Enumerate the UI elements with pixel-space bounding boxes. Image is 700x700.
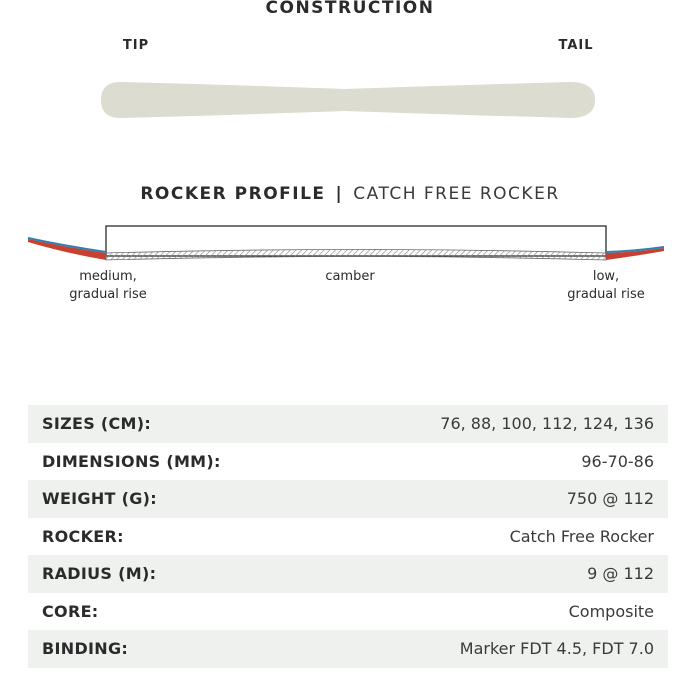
ski-shape-illustration	[95, 70, 605, 130]
camber-base	[106, 250, 606, 261]
ski-shape	[101, 82, 595, 118]
tip-label: TIP	[122, 38, 150, 53]
spec-key: SIZES (CM):	[42, 414, 152, 434]
spec-row-dimensions	[28, 443, 668, 481]
spec-value: 9 @ 112	[587, 564, 654, 584]
tail-rise-line2: gradual rise	[567, 287, 645, 302]
rocker-profile-heading	[0, 184, 700, 204]
spec-value: 76, 88, 100, 112, 124, 136	[440, 414, 654, 434]
spec-key: RADIUS (M):	[42, 564, 157, 584]
spec-value: Marker FDT 4.5, FDT 7.0	[459, 639, 654, 659]
tip-rise-line1: medium,	[79, 269, 137, 284]
spec-row-sizes	[28, 405, 668, 443]
tail-rise-annotation	[548, 268, 664, 304]
spec-key: ROCKER:	[42, 526, 124, 546]
rocker-profile-value: CATCH FREE ROCKER	[353, 184, 560, 204]
specs-table	[28, 405, 668, 668]
spec-value: Composite	[568, 601, 654, 621]
spec-key: DIMENSIONS (MM):	[42, 451, 221, 471]
spec-value: Catch Free Rocker	[509, 526, 654, 546]
spec-key: WEIGHT (G):	[42, 489, 157, 509]
spec-value: 96-70-86	[581, 451, 654, 471]
spec-value: 750 @ 112	[566, 489, 654, 509]
spec-row-radius	[28, 555, 668, 593]
spec-row-rocker	[28, 518, 668, 556]
tip-rise-annotation	[50, 268, 166, 304]
tip-rise-line2: gradual rise	[69, 287, 147, 302]
tail-label: TAIL	[558, 38, 594, 53]
rocker-profile-label: ROCKER PROFILE	[140, 184, 326, 204]
construction-heading: CONSTRUCTION	[265, 0, 435, 18]
camber-annotation: camber	[325, 269, 375, 284]
tail-rise-line1: low,	[592, 269, 620, 284]
rocker-profile-diagram	[20, 220, 680, 270]
spec-key: BINDING:	[42, 639, 129, 659]
spec-key: CORE:	[42, 601, 99, 621]
spec-row-binding	[28, 630, 668, 668]
spec-row-weight	[28, 480, 668, 518]
spec-row-core	[28, 593, 668, 631]
heading-separator: |	[335, 184, 344, 204]
